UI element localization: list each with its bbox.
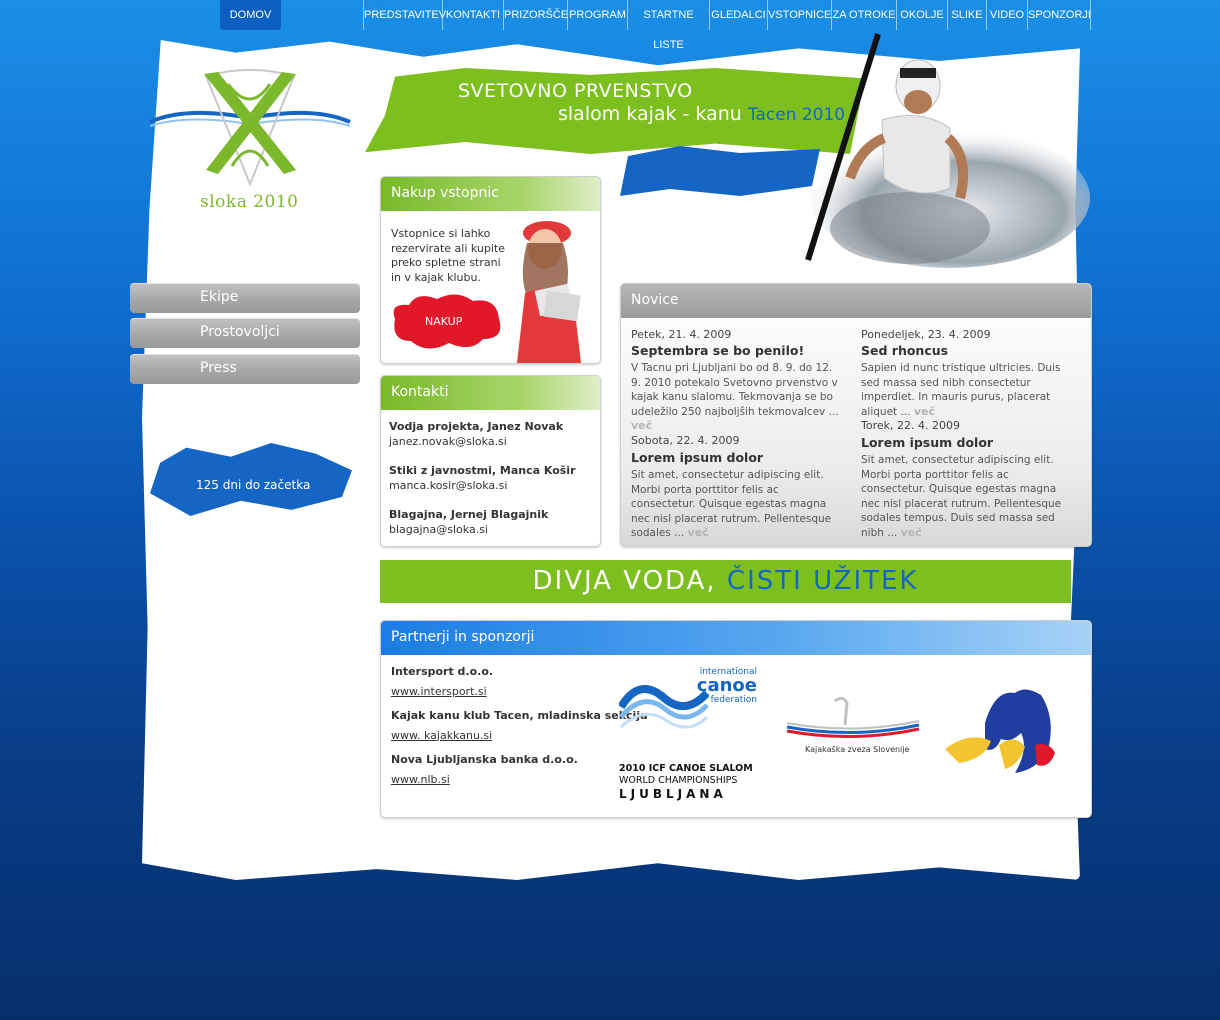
nav-item-predstavitev[interactable]: PREDSTAVITEV [363,0,442,30]
nav-home[interactable]: DOMOV [220,0,281,30]
news-excerpt-text: Sit amet, consectetur adipiscing elit. Morbi porta porttitor felis ac consectetur. Quisque egestas magna nec nisl placerat rutrum. Pellentesque sodales tempus. Duis sed massa sed nibh ... [861,454,1062,539]
nav-item-program[interactable]: PROGRAM [567,0,627,30]
buy-ticket-button[interactable]: NAKUP [425,315,463,328]
hero-blue-splash [620,146,820,196]
news-excerpt-text: Sit amet, consectetur adipiscing elit. Morbi porta porttitor felis ac consectetur. Quisque egestas magna nec nisl placerat rutrum. Pellentesque sodales ... [631,469,832,539]
news-excerpt-text: Sapien id nunc tristique ultricies. Duis sed massa sed nibh consectetur imperdiet. In mauris purus, placerat aliquet ... [861,362,1061,418]
hero-title-accent: Tacen 2010 [747,105,846,125]
contact-email[interactable]: janez.novak@sloka.si [389,434,507,448]
news-excerpt [631,468,843,541]
sidebar-item-label: Ekipe [200,289,239,305]
partner-name: Kajak kanu klub Tacen, mladinska sekcija [391,709,648,722]
icf-line4: 2010 ICF CANOE SLALOM [619,763,753,774]
news-more-link[interactable]: več [687,526,709,539]
sidebar-item-label: Prostovoljci [200,324,280,340]
nav-item-prizorisce[interactable]: PRIZORŠČE [503,0,567,30]
news-headline[interactable]: Septembra se bo penilo! [631,343,805,358]
logo-text: sloka 2010 [200,192,299,212]
sidebar-item-press[interactable] [130,354,360,384]
icf-wave-icon [619,677,709,737]
tickets-box [380,176,601,364]
countdown-text: 125 dni do začetka [196,478,311,492]
icf-line6: LJUBLJANA [619,787,727,801]
ticket-girl-photo-icon [507,203,597,363]
nav-item-slike[interactable]: SLIKE [947,0,986,30]
contacts-box [380,375,601,547]
partner-item [391,709,648,743]
news-more-link[interactable]: več [631,419,653,432]
news-date: Petek, 21. 4. 2009 [631,328,732,341]
contact-email[interactable]: manca.kosir@sloka.si [389,478,508,492]
slogan-banner [380,560,1071,603]
nav-item-gledalci[interactable]: GLEDALCI [709,0,767,30]
partner-item [391,753,578,787]
icf-line2: canoe [696,675,757,696]
news-headline[interactable]: Sed rhoncus [861,343,949,358]
contact-role: Blagajna, Jernej Blagajnik [389,508,549,521]
news-date: Torek, 22. 4. 2009 [861,419,960,432]
news-excerpt-text: V Tacnu pri Ljubljani bo od 8. 9. do 12. 9. 2010 potekalo Svetovno prvenstvo v kajak kanu slalomu. Tekmovanja se bo udeležilo 250 najboljših tekmovalcev ... [631,362,839,418]
icf-line1: international [699,667,757,677]
kzs-logo[interactable] [783,695,923,759]
contacts-header [381,376,600,410]
news-excerpt [861,453,1073,540]
contact-role: Stiki z javnostmi, Manca Košir [389,464,576,477]
contact-item [389,420,563,449]
contact-item [389,508,548,537]
contact-role: Vodja projekta, Janez Novak [389,420,564,433]
slogan-part2: ČISTI UŽITEK [726,566,919,596]
contact-item [389,464,576,493]
top-navigation [0,0,1220,51]
icf-logo[interactable] [619,665,761,805]
kzs-text: Kajakaška zveza Slovenije [805,745,910,754]
sidebar-item-ekipe[interactable] [130,283,360,313]
sidebar-item-label: Press [200,360,237,376]
tickets-text: Vstopnice si lahko rezervirate ali kupite preko spletne strani in v kajak klubu. [391,227,505,284]
nav-item-video[interactable]: VIDEO [986,0,1027,30]
sidebar-item-prostovoljci[interactable] [130,318,360,348]
partners-box [380,620,1092,818]
contact-email[interactable]: blagajna@sloka.si [389,522,488,536]
tickets-title: Nakup vstopnic [391,185,499,201]
partners-title: Partnerji in sponzorji [391,629,535,645]
nav-item-vstopnice[interactable]: VSTOPNICE [767,0,831,30]
contacts-title: Kontakti [391,384,449,400]
news-more-link[interactable]: več [913,404,936,418]
nav-item-startne-liste[interactable]: STARTNE LISTE [627,0,709,30]
kayaker-photo-icon [800,28,1090,272]
nav-item-okolje[interactable]: OKOLJE [896,0,947,30]
news-header [621,284,1091,318]
kzs-kayak-icon [783,695,923,745]
nav-item-sponzorji[interactable]: SPONZORJI [1027,0,1091,30]
news-box [620,283,1092,547]
news-date: Ponedeljek, 23. 4. 2009 [861,328,991,341]
nav-item-za-otroke[interactable]: ZA OTROKE [831,0,896,30]
partner-link[interactable]: www. kajakkanu.si [391,728,493,742]
partner-name: Nova Ljubljanska banka d.o.o. [391,753,578,766]
partner-name: Intersport d.o.o. [391,665,494,678]
hero-title-line2-main: slalom kajak - kanu [558,103,742,125]
news-more-link[interactable]: več [900,525,922,539]
partners-header [381,621,1091,655]
news-headline[interactable]: Lorem ipsum dolor [631,450,764,465]
partner-link[interactable]: www.nlb.si [391,772,450,786]
news-excerpt [861,361,1073,419]
news-excerpt [631,361,843,434]
slogan-part1: DIVJA VODA, [532,566,717,596]
slovenia-logo-icon[interactable] [945,683,1065,779]
nav-item-kontakti[interactable]: KONTAKTI [442,0,503,30]
news-title: Novice [631,292,679,308]
news-headline[interactable]: Lorem ipsum dolor [861,435,994,450]
icf-line5: WORLD CHAMPIONSHIPS [619,775,738,786]
hero-title-line1: SVETOVNO PRVENSTVO [458,80,693,102]
icf-line3: federation [710,695,757,705]
news-date: Sobota, 22. 4. 2009 [631,434,740,447]
partner-item [391,665,493,699]
partner-link[interactable]: www.intersport.si [391,684,487,698]
